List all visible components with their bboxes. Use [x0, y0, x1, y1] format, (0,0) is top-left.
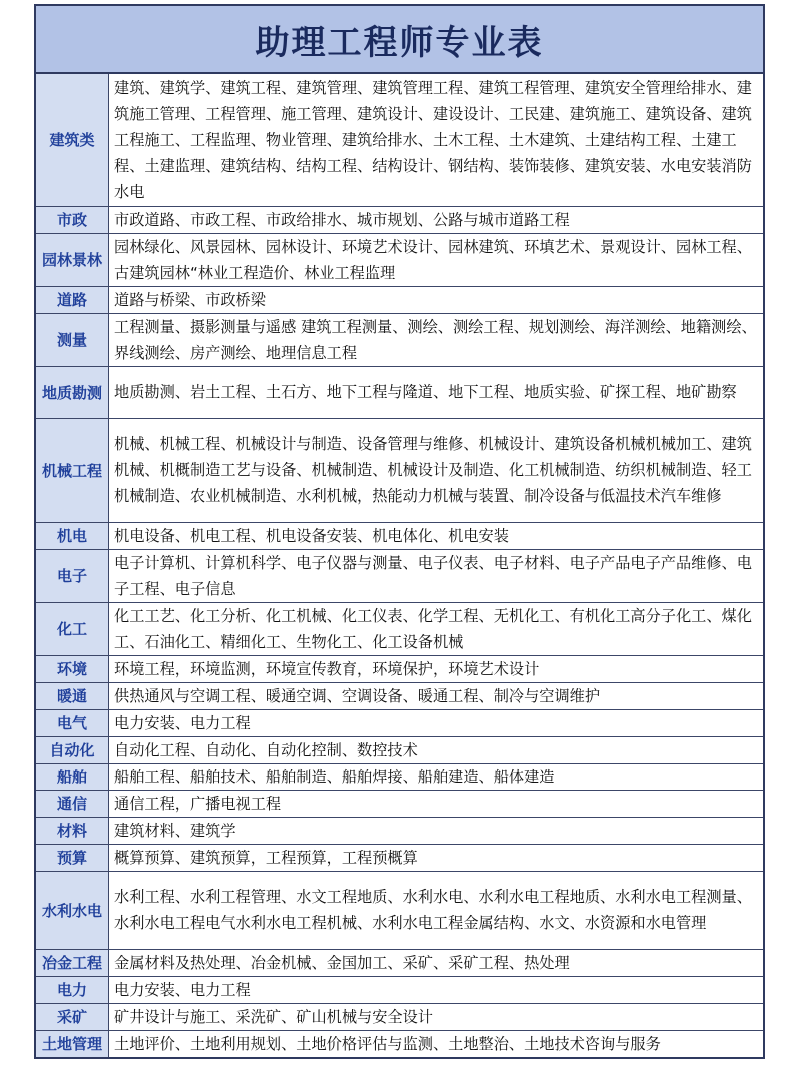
category-cell: 机电 — [36, 522, 109, 549]
majors-cell: 金属材料及热处理、冶金机械、金国加工、采矿、采矿工程、热处理 — [109, 949, 764, 976]
table-row — [36, 366, 763, 418]
majors-cell: 概算预算、建筑预算，工程预算，工程预概算 — [109, 844, 764, 871]
category-cell: 船舶 — [36, 763, 109, 790]
majors-cell: 船舶工程、船舶技术、船舶制造、船舶焊接、船舶建造、船体建造 — [109, 763, 764, 790]
category-cell: 电气 — [36, 709, 109, 736]
category-cell: 电力 — [36, 976, 109, 1003]
category-cell: 自动化 — [36, 736, 109, 763]
page-title: 助理工程师专业表 — [36, 6, 763, 74]
category-cell: 测量 — [36, 313, 109, 366]
category-cell: 暖通 — [36, 682, 109, 709]
majors-cell: 机电设备、机电工程、机电设备安装、机电体化、机电安装 — [109, 522, 764, 549]
category-cell: 环境 — [36, 655, 109, 682]
category-cell: 水利水电 — [36, 871, 109, 949]
majors-cell: 机械、机械工程、机械设计与制造、设备管理与维修、机械设计、建筑设备机械机械加工、建筑机械、机概制造工艺与设备、机械制造、机械设计及制造、化工机械制造、纺织机械制造、轻工机械制造、农业机械制造、水利机械，热能动力机械与装置、制冷设备与低温技术汽车维修 — [109, 418, 764, 522]
majors-cell: 市政道路、市政工程、市政给排水、城市规划、公路与城市道路工程 — [109, 206, 764, 233]
table-row — [36, 763, 763, 790]
major-table-body — [36, 74, 763, 1057]
majors-cell: 建筑材料、建筑学 — [109, 817, 764, 844]
category-cell: 材料 — [36, 817, 109, 844]
table-row — [36, 736, 763, 763]
table-row — [36, 976, 763, 1003]
table-row — [36, 74, 763, 206]
majors-cell: 矿井设计与施工、采洗矿、矿山机械与安全设计 — [109, 1003, 764, 1030]
majors-cell: 环境工程，环境监测，环境宣传教育，环境保护，环境艺术设计 — [109, 655, 764, 682]
category-cell: 采矿 — [36, 1003, 109, 1030]
majors-cell: 道路与桥梁、市政桥梁 — [109, 286, 764, 313]
table-row — [36, 682, 763, 709]
category-cell: 土地管理 — [36, 1030, 109, 1057]
majors-cell: 园林绿化、风景园林、园林设计、环境艺术设计、园林建筑、环填艺术、景观设计、园林工程、古建筑园林“林业工程造价、林业工程监理 — [109, 233, 764, 286]
table-row — [36, 949, 763, 976]
table-row — [36, 602, 763, 655]
category-cell: 冶金工程 — [36, 949, 109, 976]
professional-table-sheet — [34, 4, 765, 1059]
majors-cell: 通信工程，广播电视工程 — [109, 790, 764, 817]
category-cell: 地质勘测 — [36, 366, 109, 418]
majors-cell: 自动化工程、自动化、自动化控制、数控技术 — [109, 736, 764, 763]
category-cell: 市政 — [36, 206, 109, 233]
table-row — [36, 233, 763, 286]
majors-cell: 电力安装、电力工程 — [109, 709, 764, 736]
majors-cell: 化工工艺、化工分析、化工机械、化工仪表、化学工程、无机化工、有机化工高分子化工、煤化工、石油化工、精细化工、生物化工、化工设备机械 — [109, 602, 764, 655]
majors-cell: 地质勘测、岩土工程、土石方、地下工程与隆道、地下工程、地质实验、矿探工程、地矿勘察 — [109, 366, 764, 418]
category-cell: 机械工程 — [36, 418, 109, 522]
majors-cell: 电力安装、电力工程 — [109, 976, 764, 1003]
table-row — [36, 313, 763, 366]
table-row — [36, 1030, 763, 1057]
table-row — [36, 418, 763, 522]
table-row — [36, 790, 763, 817]
category-cell: 通信 — [36, 790, 109, 817]
table-row — [36, 817, 763, 844]
table-row — [36, 206, 763, 233]
majors-cell: 水利工程、水利工程管理、水文工程地质、水利水电、水利水电工程地质、水利水电工程测量、水利水电工程电气水利水电工程机械、水利水电工程金属结构、水文、水资源和水电管理 — [109, 871, 764, 949]
table-row — [36, 1003, 763, 1030]
table-row — [36, 655, 763, 682]
category-cell: 园林景林 — [36, 233, 109, 286]
major-table — [36, 74, 763, 1057]
majors-cell: 工程测量、摄影测量与遥感 建筑工程测量、测绘、测绘工程、规划测绘、海洋测绘、地籍测绘、界线测绘、房产测绘、地理信息工程 — [109, 313, 764, 366]
majors-cell: 土地评价、土地利用规划、土地价格评估与监测、土地整治、土地技术咨询与服务 — [109, 1030, 764, 1057]
category-cell: 电子 — [36, 549, 109, 602]
table-row — [36, 549, 763, 602]
category-cell: 预算 — [36, 844, 109, 871]
table-row — [36, 286, 763, 313]
table-row — [36, 709, 763, 736]
table-row — [36, 844, 763, 871]
majors-cell: 电子计算机、计算机科学、电子仪器与测量、电子仪表、电子材料、电子产品电子产品维修、电子工程、电子信息 — [109, 549, 764, 602]
category-cell: 建筑类 — [36, 74, 109, 206]
category-cell: 道路 — [36, 286, 109, 313]
table-row — [36, 871, 763, 949]
table-row — [36, 522, 763, 549]
majors-cell: 建筑、建筑学、建筑工程、建筑管理、建筑管理工程、建筑工程管理、建筑安全管理给排水、建筑施工管理、工程管理、施工管理、建筑设计、建设设计、工民建、建筑施工、建筑设备、建筑工程施工、工程监理、物业管理、建筑给排水、土木工程、土木建筑、土建结构工程、土建工程、土建监理、建筑结构、结构工程、结构设计、钢结构、装饰装修、建筑安装、水电安装消防水电 — [109, 74, 764, 206]
majors-cell: 供热通风与空调工程、暖通空调、空调设备、暖通工程、制冷与空调维护 — [109, 682, 764, 709]
category-cell: 化工 — [36, 602, 109, 655]
